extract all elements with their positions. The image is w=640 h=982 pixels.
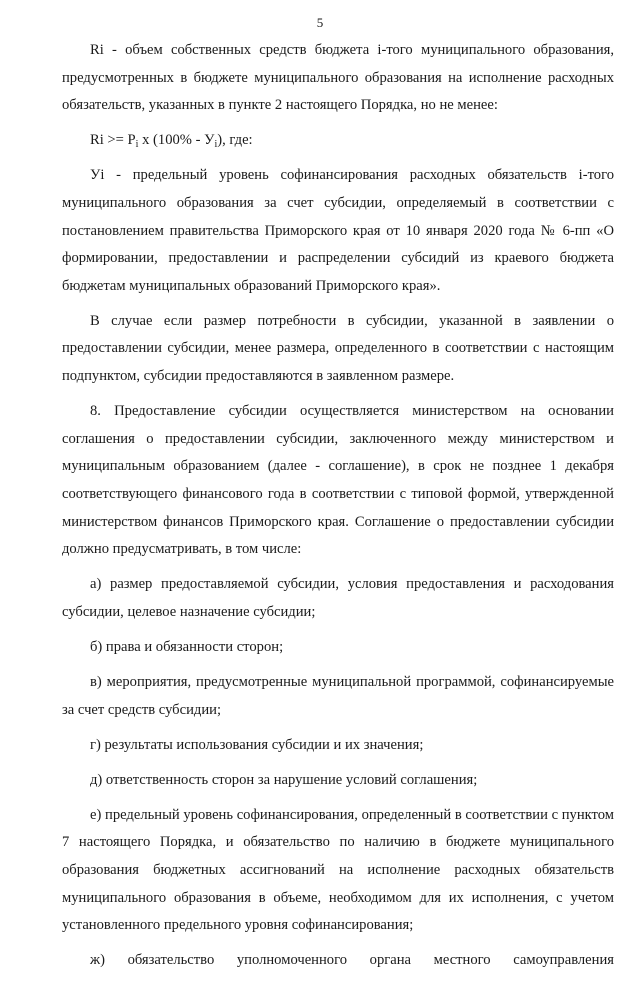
paragraph-need-case: В случае если размер потребности в субсидии, указанной в заявлении о предоставлении субсидии, менее размера, определенного в соответствии с настоящим подпунктом, субсидии предоставляются в заявленном размере. — [62, 312, 614, 385]
list-item-d: д) ответственность сторон за нарушение условий соглашения; — [90, 771, 478, 788]
document-body — [62, 37, 614, 982]
page-number: 5 — [316, 15, 324, 30]
list-item-e: е) предельный уровень софинансирования, определенный в соответствии с пунктом 7 настоящего Порядка, и обязательство по наличию в бюджете муниципального образования бюджетных ассигнований на исполнение расходных обязательств муниципального образования в объеме, необходимом для их исполнения, с учетом установленного предельного уровня софинансирования; — [62, 806, 614, 934]
formula-line — [62, 127, 614, 155]
list-item-b: б) права и обязанности сторон; — [90, 638, 284, 655]
formula-middle: x (100% - У — [138, 132, 215, 149]
formula-left: Ri >= P — [90, 132, 136, 149]
list-item-v: в) мероприятия, предусмотренные муниципальной программой, софинансируемые за счет средств субсидии; — [62, 673, 614, 718]
paragraph-ri-definition: Ri - объем собственных средств бюджета i-того муниципального образования, предусмотренных в бюджете муниципального образования на исполнение расходных обязательств, указанных в пункте 2 настоящего Порядка, но не менее: — [62, 42, 614, 114]
paragraph-item-8: 8. Предоставление субсидии осуществляется министерством на основании соглашения о предоставлении субсидии, заключенного между министерством и муниципальным образованием (далее - соглашение), в срок не позднее 1 декабря соответствующего финансового года в соответствии с типовой формой, утвержденной министерством финансов Приморского края. Соглашение о предоставлении субсидии должно предусматривать, в том числе: — [62, 403, 614, 558]
list-item-a: а) размер предоставляемой субсидии, условия предоставления и расходования субсидии, целевое назначение субсидии; — [62, 576, 614, 620]
formula-subscript: i — [214, 139, 218, 151]
paragraph-ui-definition: Уi - предельный уровень софинансирования расходных обязательств i-того муниципального образования за счет субсидии, определяемый в соответствии с постановлением правительства Приморского края от 10 января 2020 года № 6-пп «О формировании, предоставлении и распределении субсидий из краевого бюджета бюджетам муниципальных образований Приморского края». — [62, 167, 614, 294]
formula-subscript: i — [135, 139, 139, 151]
formula-right: ), где: — [217, 132, 253, 149]
list-item-zh: ж) обязательство уполномоченного органа местного самоуправления — [90, 952, 614, 969]
list-item-g: г) результаты использования субсидии и их значения; — [90, 736, 424, 753]
